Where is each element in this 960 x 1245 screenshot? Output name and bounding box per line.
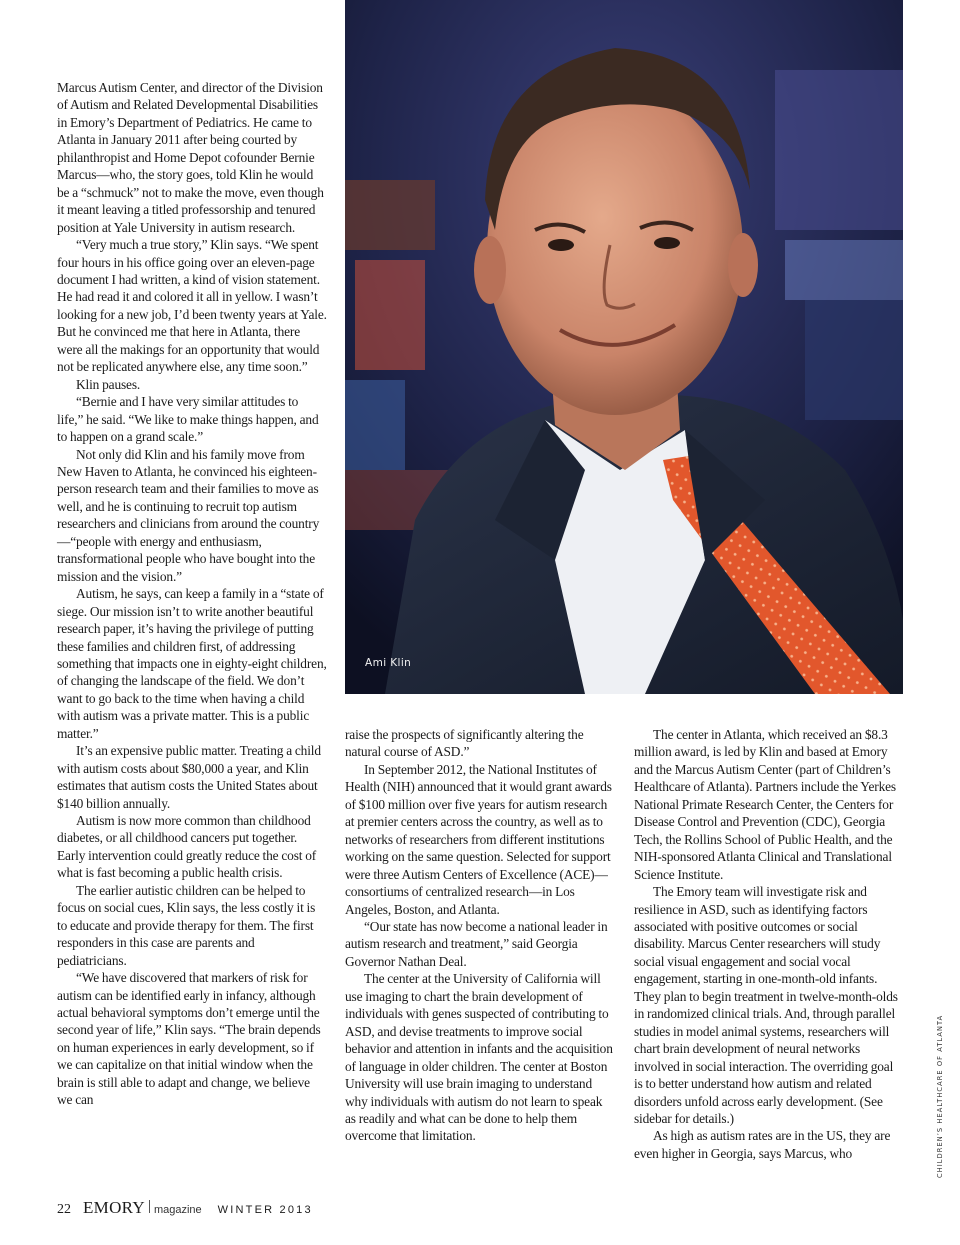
article-column-2: [345, 726, 613, 1145]
article-column-1: [57, 79, 327, 1109]
photo-caption: Ami Klin: [365, 657, 412, 669]
paragraph: Not only did Klin and his family move from New Haven to Atlanta, he convinced his eighteen-person research team and their families to move as well, and he is continuing to recruit top autism researchers and clinicians from around the country—“people with energy and enthusiasm, transformational people who have bought into the mission and the vision.”: [57, 446, 320, 584]
paragraph: Autism is now more common than childhood diabetes, or all childhood cancers put together. Early intervention could greatly reduce the cost of what is fast becoming a public health crisis.: [57, 813, 317, 881]
issue-label: WINTER 2013: [217, 1204, 313, 1216]
paragraph: The earlier autistic children can be helped to focus on social cues, Klin says, the less costly it is to educate and provide therapy for them. The first responders in this case are parents and pediatricians.: [57, 882, 316, 968]
paragraph: “Very much a true story,” Klin says. “We spent four hours in his office going over an eleven-page document I had written, a kind of vision statement. He had read it and colored it all in yellow. I wasn’t looking for a new job, I’d been twenty years at Yale. But he convinced me that here in Atlanta, there were all the makings for an opportunity that would not be replicated anywhere else, any time soon.”: [57, 237, 327, 375]
paragraph: The center at the University of California will use imaging to chart the brain development of individuals with genes suspected of contributing to ASD, and devise treatments to improve social behavior and attention in infants and the acquisition of language in older children. The center at Boston University will use brain imaging to understand why individuals with autism do not learn to speak as readily and what can be done to help them overcome that limitation.: [345, 971, 613, 1144]
magazine-label: magazine: [153, 1204, 202, 1216]
paragraph: raise the prospects of significantly altering the natural course of ASD.”: [345, 727, 584, 760]
paragraph: Marcus Autism Center, and director of the Division of Autism and Related Developmental Disabilities in Emory’s Department of Pediatrics. He came to Atlanta in January 2011 after being courted by philanthropist and Home Depot cofounder Bernie Marcus—who, the story goes, told Klin he would be a “schmuck” not to make the move, even though it meant leaving a titled professorship and tenured position at Yale University in autism research.: [57, 80, 324, 235]
divider: [149, 1200, 150, 1213]
portrait-illustration: [345, 0, 903, 694]
paragraph: It’s an expensive public matter. Treating a child with autism costs about $80,000 a year, and Klin estimates that autism costs the United States about $140 billion annually.: [57, 743, 321, 811]
page-footer: [57, 1198, 313, 1218]
paragraph: “We have discovered that markers of risk for autism can be identified early in infancy, although actual behavioral symptoms don’t emerge until the second year of life,” Klin says. “The brain depends on human experiences in early development, so if we can capitalize on that initial window when the brain is still able to adapt and change, we believe we can: [57, 970, 321, 1108]
paragraph: As high as autism rates are in the US, they are even higher in Georgia, says Marcus, who: [634, 1128, 891, 1161]
paragraph: The Emory team will investigate risk and resilience in ASD, such as identifying factors associated with positive outcomes or social disability. Marcus Center researchers will study social visual engagement and social vocal engagement, starting in one-month-old infants. They plan to begin treatment in twelve-month-olds in randomized clinical trials. And, through parallel studies in model animal systems, researchers will chart brain development of neural networks involved in social interaction. The overriding goal is to better understand how autism and related disorders unfold across early development. (See sidebar for details.): [634, 884, 898, 1126]
portrait-photo: [345, 0, 903, 694]
paragraph: “Bernie and I have very similar attitudes to life,” he said. “We like to make things happen, and to happen on a grand scale.”: [57, 394, 319, 445]
paragraph: In September 2012, the National Institutes of Health (NIH) announced that it would grant awards of $100 million over five years for autism research at premier centers across the country, as well as to networks of researchers from different institutions working on the same question. Selected for support were three Autism Centers of Excellence (ACE)—consortiums of centralized research—in Los Angeles, Boston, and Atlanta.: [345, 761, 612, 917]
paragraph: Autism, he says, can keep a family in a “state of siege. Our mission isn’t to write another beautiful research paper, it’s having the privilege of putting these families and children first, of addressing something that impacts one in eighty-eight children, of changing the landscape of the field. We don’t want to go back to the time when having a child with autism was a private matter. This is a public matter.”: [57, 586, 327, 741]
paragraph: The center in Atlanta, which received an $8.3 million award, is led by Klin and based at Emory and the Marcus Autism Center (part of Children’s Healthcare of Atlanta). Partners include the Yerkes National Primate Research Center, the Centers for Disease Control and Prevention (CDC), Georgia Tech, the Rollins School of Public Health, and the NIH-sponsored Atlanta Clinical and Translational Science Institute.: [634, 727, 896, 882]
photo-credit: CHILDREN’S HEALTHCARE OF ATLANTA: [936, 1014, 944, 1178]
page-number: 22: [57, 1202, 71, 1217]
paragraph: Klin pauses.: [76, 376, 141, 392]
article-column-3: [634, 726, 904, 1162]
brand-logo: EMORY: [83, 1198, 145, 1217]
paragraph: “Our state has now become a national leader in autism research and treatment,” said Georgia Governor Nathan Deal.: [345, 918, 608, 969]
